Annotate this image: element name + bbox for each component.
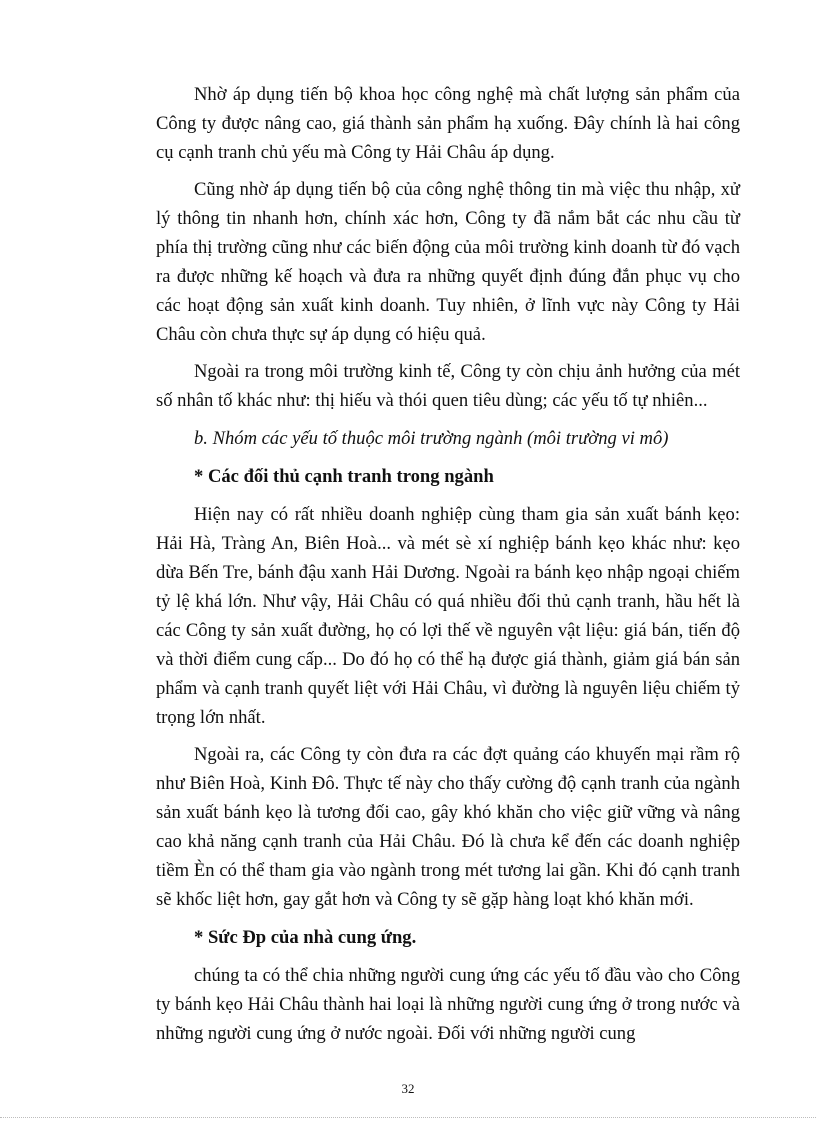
- paragraph-competitors-list: Hiện nay có rất nhiều doanh nghiệp cùng tham gia sản xuất bánh kẹo: Hải Hà, Tràng An, Biên Hoà... và mét sè xí nghiệp bánh kẹo khác như: kẹo dừa Bến Tre, bánh đậu xanh Hải Dương. Ngoài ra bánh kẹo nhập ngoại chiếm tỷ lệ khá lớn. Như vậy, Hải Châu có quá nhiều đối thủ cạnh tranh, hầu hết là các Công ty sản xuất đường, họ có lợi thế về nguyên vật liệu: giá bán, tiến độ và thời điểm cung cấp... Do đó họ có thể hạ được giá thành, giảm giá bán sản phẩm và cạnh tranh quyết liệt với Hải Châu, vì đường là nguyên liệu chiếm tỷ trọng lớn nhất.: [156, 504, 740, 728]
- page-bottom-divider: [0, 1117, 816, 1118]
- section-subheading-micro-environment: b. Nhóm các yếu tố thuộc môi trường ngành (môi trường vi mô): [194, 428, 669, 449]
- page-number: 32: [401, 1081, 415, 1096]
- heading-supplier-pressure: * Sức Ðp của nhà cung ứng.: [194, 927, 417, 948]
- paragraph-information-technology: Cũng nhờ áp dụng tiến bộ của công nghệ thông tin mà việc thu nhập, xử lý thông tin nhanh hơn, chính xác hơn, Công ty đã nắm bắt các nhu cầu từ phía thị trường cũng như các biến động của môi trường kinh doanh từ đó vạch ra được những kế hoạch và đưa ra những quyết định đúng đắn phục vụ cho các hoạt động sản xuất kinh doanh. Tuy nhiên, ở lĩnh vực này Công ty Hải Châu còn chưa thực sự áp dụng có hiệu quả.: [156, 179, 740, 345]
- heading-competitors: * Các đối thủ cạnh tranh trong ngành: [194, 466, 494, 487]
- paragraph-promotions: Ngoài ra, các Công ty còn đưa ra các đợt quảng cáo khuyến mại rầm rộ như Biên Hoà, Kinh Đô. Thực tế này cho thấy cường độ cạnh tranh của ngành sản xuất bánh kẹo là tương đối cao, gây khó khăn cho việc giữ vững và nâng cao khả năng cạnh tranh của Hải Châu. Đó là chưa kể đến các doanh nghiệp tiềm Èn có thể tham gia vào ngành trong mét tương lai gần. Khi đó cạnh tranh sẽ khốc liệt hơn, gay gắt hơn và Công ty sẽ gặp hàng loạt khó khăn mới.: [156, 744, 740, 910]
- paragraph-suppliers: chúng ta có thể chia những người cung ứng các yếu tố đầu vào cho Công ty bánh kẹo Hải Châu thành hai loại là những người cung ứng ở trong nước và những người cung ứng ở nước ngoài. Đối với những người cung: [156, 965, 740, 1044]
- page-body: [156, 80, 740, 1056]
- paragraph-technology-quality: Nhờ áp dụng tiến bộ khoa học công nghệ mà chất lượng sản phẩm của Công ty được nâng cao, giá thành sản phẩm hạ xuống. Đây chính là hai công cụ cạnh tranh chủ yếu mà Công ty Hải Châu áp dụng.: [156, 84, 740, 163]
- paragraph-other-factors: Ngoài ra trong môi trường kinh tế, Công ty còn chịu ảnh hưởng của mét số nhân tố khác như: thị hiếu và thói quen tiêu dùng; các yếu tố tự nhiên...: [156, 361, 740, 411]
